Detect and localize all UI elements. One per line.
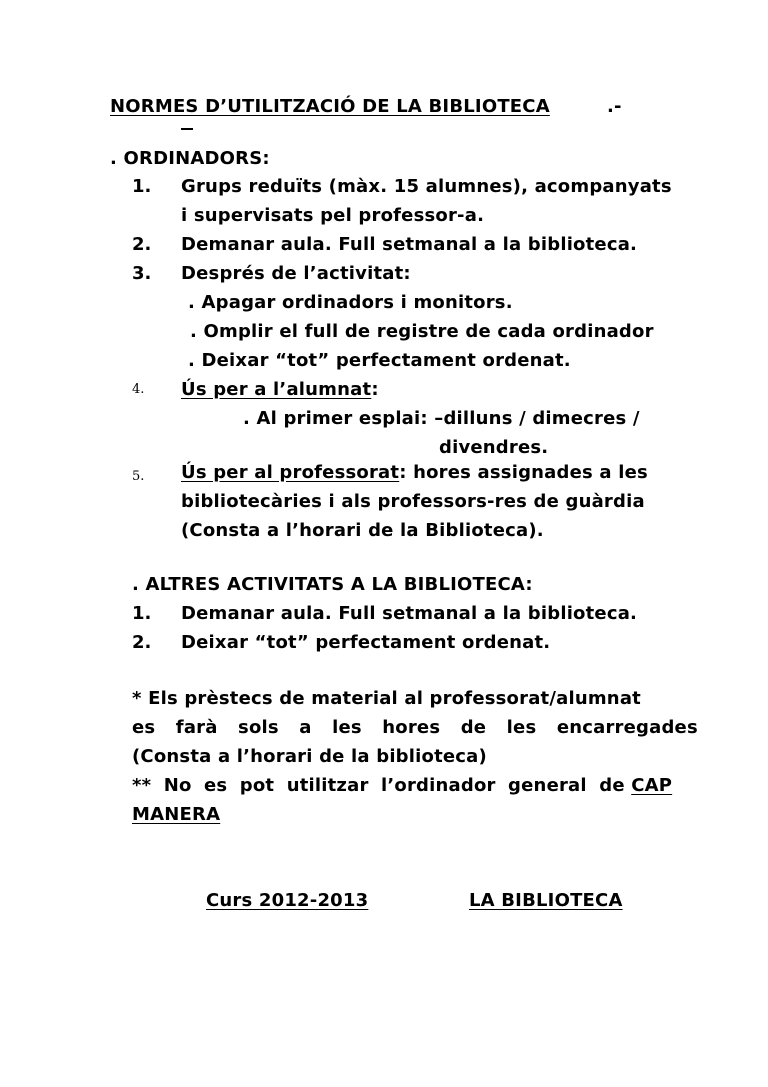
item4-colon: : (371, 379, 379, 400)
sub-item-apagar: . Apagar ordinadors i monitors. (188, 292, 513, 313)
item5-block (181, 458, 658, 545)
note1-line2-text: es farà sols a les hores de les encarregades (132, 717, 698, 738)
item5-label: Ús per al professorat (181, 462, 400, 483)
sub-item-deixar: . Deixar “tot” perfectament ordenat. (188, 350, 571, 371)
item5-line3: (Consta a l’horari de la Biblioteca). (181, 520, 544, 541)
altres-item-2-number: 2. (132, 632, 152, 653)
ordinadors-item-3-text: Després de l’activitat: (181, 263, 411, 284)
altres-item-1-number: 1. (132, 603, 152, 624)
ordinadors-item-5-number: 5. (132, 469, 145, 484)
footer-course-year: Curs 2012-2013 (206, 890, 369, 911)
note2-line1 (132, 775, 672, 797)
item4-detail-line1: . Al primer esplai: –dilluns / dimecres / (243, 408, 640, 429)
note1-line3: (Consta a l’horari de la biblioteca) (132, 746, 487, 767)
sub-item-omplir: . Omplir el full de registre de cada ordinador (190, 321, 654, 342)
item4-label: Ús per a l’alumnat (181, 379, 372, 400)
item5-rest-line1: : hores assignades a les (399, 462, 648, 483)
note1-line1: * Els prèstecs de material al professorat/alumnat (132, 688, 641, 709)
note1-line2 (132, 717, 698, 739)
title-suffix: .- (607, 96, 622, 117)
document-title: NORMES D’UTILITZACIÓ DE LA BIBLIOTECA (110, 96, 550, 117)
item4-detail-line2: divendres. (439, 437, 549, 458)
ordinadors-item-2-text: Demanar aula. Full setmanal a la biblioteca. (181, 234, 638, 255)
ordinadors-heading: . ORDINADORS: (110, 148, 270, 169)
note2-line1-prefix: ** No es pot utilitzar l’ordinador general de (132, 775, 625, 796)
note2-cap: CAP (631, 775, 673, 796)
altres-item-1-text: Demanar aula. Full setmanal a la biblioteca. (181, 603, 638, 624)
stray-dash-mark (181, 128, 193, 130)
altres-item-2-text: Deixar “tot” perfectament ordenat. (181, 632, 551, 653)
item4-line (181, 379, 379, 401)
note2-line2: MANERA (132, 804, 221, 825)
ordinadors-item-2-number: 2. (132, 234, 152, 255)
ordinadors-item-1-line1: Grups reduïts (màx. 15 alumnes), acompanyats (181, 176, 672, 197)
ordinadors-item-1-number: 1. (132, 176, 152, 197)
altres-heading: . ALTRES ACTIVITATS A LA BIBLIOTECA: (132, 574, 533, 595)
item5-first-line (181, 458, 648, 487)
item5-line1 (181, 458, 658, 487)
ordinadors-item-4-number: 4. (132, 382, 145, 397)
ordinadors-item-3-number: 3. (132, 263, 152, 284)
ordinadors-item-1-line2: i supervisats pel professor-a. (181, 205, 485, 226)
footer-signature: LA BIBLIOTECA (469, 890, 623, 911)
item5-line2: bibliotecàries i als professors-res de guàrdia (181, 491, 645, 512)
